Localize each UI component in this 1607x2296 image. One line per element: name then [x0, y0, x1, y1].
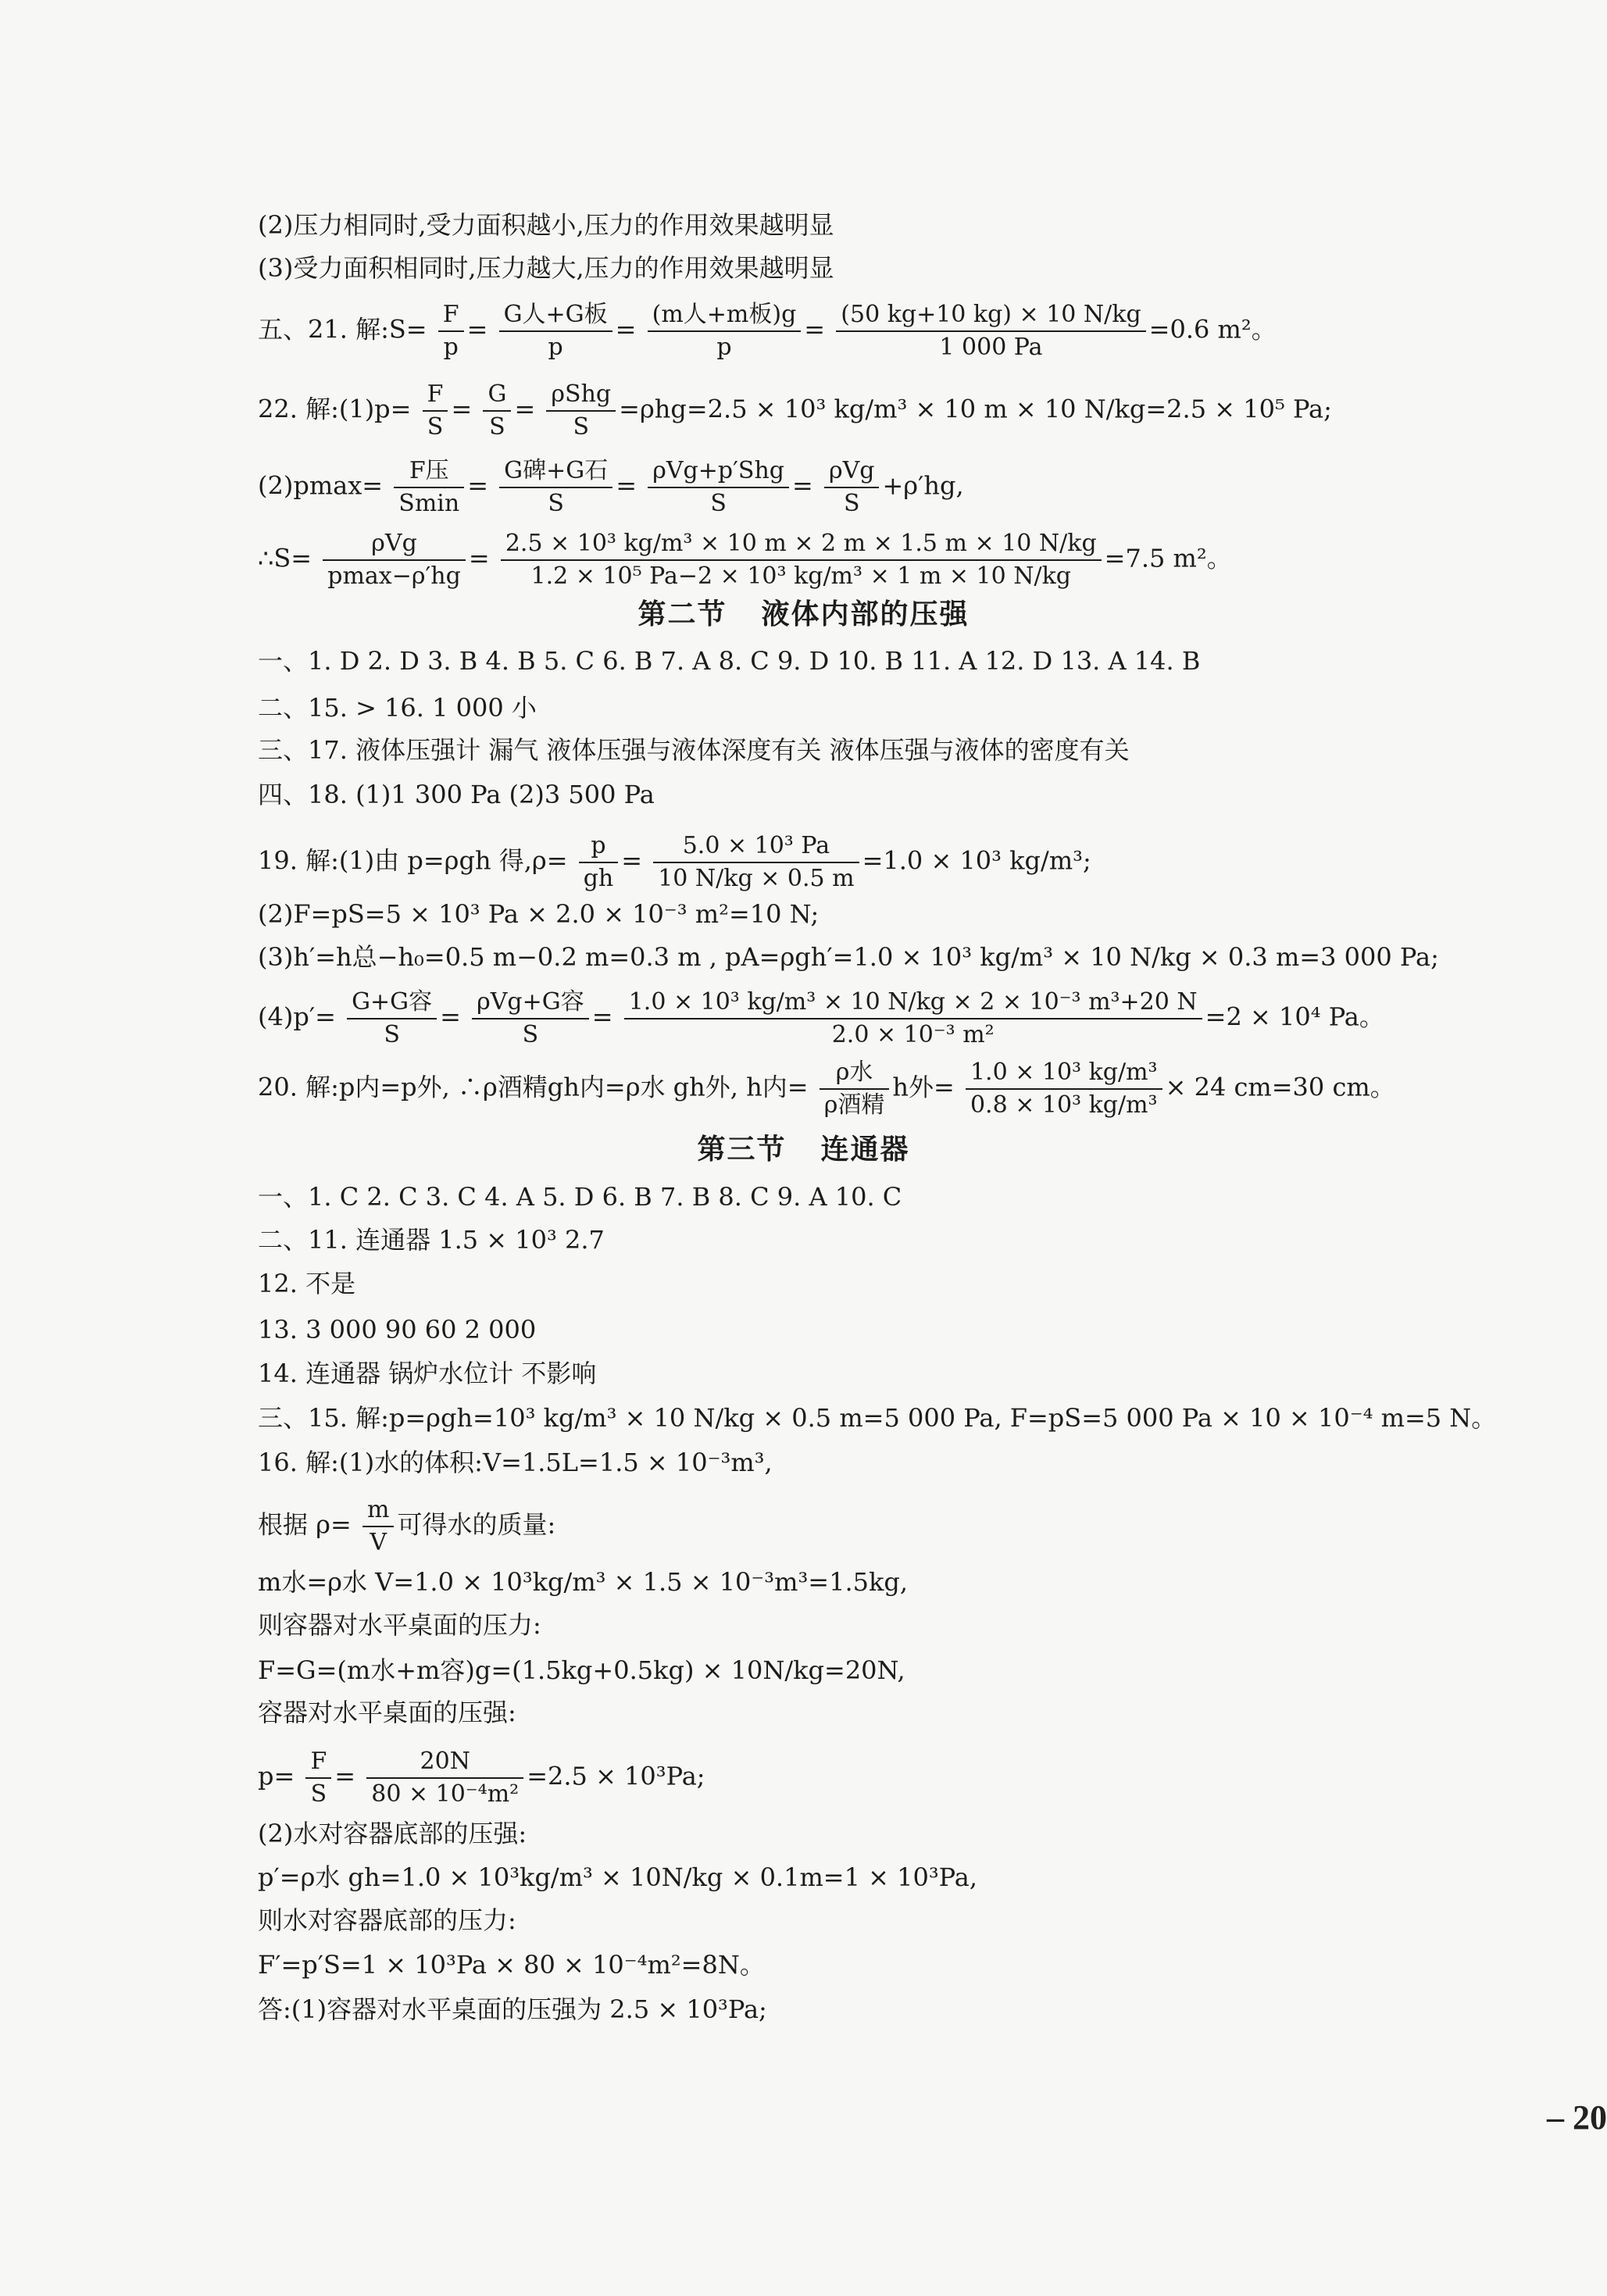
- s3-q16: 16. 解:(1)水的体积:V=1.5L=1.5 × 10⁻³m³,: [258, 1448, 773, 1477]
- section-heading-2: 第二节 液体内部的压强: [637, 598, 970, 630]
- s3-q15: 三、15. 解:p=ρgh=10³ kg/m³ × 10 N/kg × 0.5 m=5 000 Pa, F=pS=5 000 Pa × 10 × 10⁻⁴ m=5 N。: [258, 1403, 1497, 1433]
- s3-part2-label: (2)水对容器底部的压强:: [258, 1819, 527, 1848]
- s3-mass: m水=ρ水 V=1.0 × 10³kg/m³ × 1.5 × 10⁻³m³=1.5kg,: [258, 1567, 909, 1597]
- q22: 22. 解:(1)p= $\frac{F}{S}$ = $\frac{G}{S}$ = $\frac{\text{ρShg}}{S}$ =ρhg=2.5 × 10³ kg/m³ × 10 m × 10 N/kg=2.5 × 10⁵ Pa;: [258, 380, 1332, 441]
- s3-choice: 一、1. C 2. C 3. C 4. A 5. D 6. B 7. B 8. C 9. A 10. C: [258, 1182, 902, 1212]
- q20: 20. 解:p内=p外, ∴ρ酒精gh内=ρ水 gh外, h内= $\frac{\text{ρ水}}{\text{ρ酒精}}$ h外= $\frac{\text{1.0 × 10³ kg/m³}}{\text{0.8 × 10³ kg/m³}}$ × 24 cm=30 cm。: [258, 1059, 1395, 1119]
- s2-experiment: 三、17. 液体压强计 漏气 液体压强与液体深度有关 液体压强与液体的密度有关: [258, 735, 1130, 765]
- q22-part3: ∴S= $\frac{\text{ρVg}}{pmax-\rho'hg}$ = $\frac{\text{2.5 × 10³ kg/m³ × 10 m × 2 m × 1.5 m × 10 N/kg}}{\text{1.2 × 10⁵ Pa−2 × 10³ kg/m³ × 1 m × 10 N/kg}}$ =7.5 m²。: [258, 530, 1232, 590]
- s3-pressure: p= $\frac{F}{S}$ = $\frac{20N}{\text{80 × 10⁻⁴m²}}$ =2.5 × 10³Pa;: [258, 1748, 705, 1808]
- q19-part3: (3)h′=h总−h₀=0.5 m−0.2 m=0.3 m , pA=ρgh′=1.0 × 10³ kg/m³ × 10 N/kg × 0.3 m=3 000 Pa;: [258, 942, 1439, 972]
- page-number: – 20: [1547, 2098, 1607, 2137]
- s3-fill-11: 二、11. 连通器 1.5 × 10³ 2.7: [258, 1225, 605, 1255]
- q19: 19. 解:(1)由 p=ρgh 得,ρ= $\frac{p}{gh}$ = $\frac{\text{5.0 × 10³ Pa}}{10 N/kg \times 0.5 m}$ =1.0 × 10³ kg/m³;: [258, 832, 1091, 892]
- s3-pressure-label: 容器对水平桌面的压强:: [258, 1698, 516, 1727]
- line-l2: (3)受力面积相同时,压力越大,压力的作用效果越明显: [258, 253, 834, 283]
- q19-part2: (2)F=pS=5 × 10³ Pa × 2.0 × 10⁻³ m²=10 N;: [258, 899, 820, 929]
- s2-fill: 二、15. > 16. 1 000 小: [258, 693, 537, 723]
- line-l1: (2)压力相同时,受力面积越小,压力的作用效果越明显: [258, 210, 834, 240]
- s3-force-label: 则容器对水平桌面的压力:: [258, 1610, 541, 1640]
- q21: 五、21. 解:S= $\frac{F}{p}$ = $\frac{\text{G人+G板}}{p}$ = $\frac{\text{(m人+m板)g}}{p}$ = $\frac{(50 kg+10 kg) \times 10 N/kg}{1 000 Pa}$ =0.6 m²。: [258, 301, 1277, 361]
- s3-answer: 答:(1)容器对水平桌面的压强为 2.5 × 10³Pa;: [258, 1994, 767, 2024]
- s2-calc: 四、18. (1)1 300 Pa (2)3 500 Pa: [258, 780, 655, 809]
- s3-fill-13: 13. 3 000 90 60 2 000: [258, 1315, 537, 1344]
- s2-choice: 一、1. D 2. D 3. B 4. B 5. C 6. B 7. A 8. C 9. D 10. B 11. A 12. D 13. A 14. B: [258, 646, 1201, 676]
- s3-force: F=G=(m水+m容)g=(1.5kg+0.5kg) × 10N/kg=20N,: [258, 1655, 905, 1685]
- s3-water-pressure: p′=ρ水 gh=1.0 × 10³kg/m³ × 10N/kg × 0.1m=1 × 10³Pa,: [258, 1862, 978, 1892]
- s3-density: 根据 ρ= $\frac{m}{V}$ 可得水的质量:: [258, 1496, 556, 1556]
- s3-fill-12: 12. 不是: [258, 1269, 356, 1298]
- section-heading-3: 第三节 连通器: [697, 1134, 910, 1166]
- q19-part4: (4)p′= $\frac{\text{G+G容}}{S}$ = $\frac{\text{ρVg+G容}}{S}$ = $\frac{\text{1.0 × 10³ kg/m³ × 10 N/kg × 2 × 10⁻³ m³+20 N}}{\text{2.0 × 10⁻³ m²}}$ =2 × 10⁴ Pa。: [258, 988, 1384, 1048]
- s3-water-force: F′=p′S=1 × 10³Pa × 80 × 10⁻⁴m²=8N。: [258, 1950, 765, 1980]
- q22-part2: (2)pmax= $\frac{\text{F压}}{Smin}$ = $\frac{\text{G碑+G石}}{S}$ = $\frac{\text{ρVg+p′Shg}}{S}$ = $\frac{\text{ρVg}}{S}$ +ρ′hg,: [258, 457, 964, 517]
- s3-water-force-label: 则水对容器底部的压力:: [258, 1905, 516, 1935]
- s3-fill-14: 14. 连通器 锅炉水位计 不影响: [258, 1359, 597, 1388]
